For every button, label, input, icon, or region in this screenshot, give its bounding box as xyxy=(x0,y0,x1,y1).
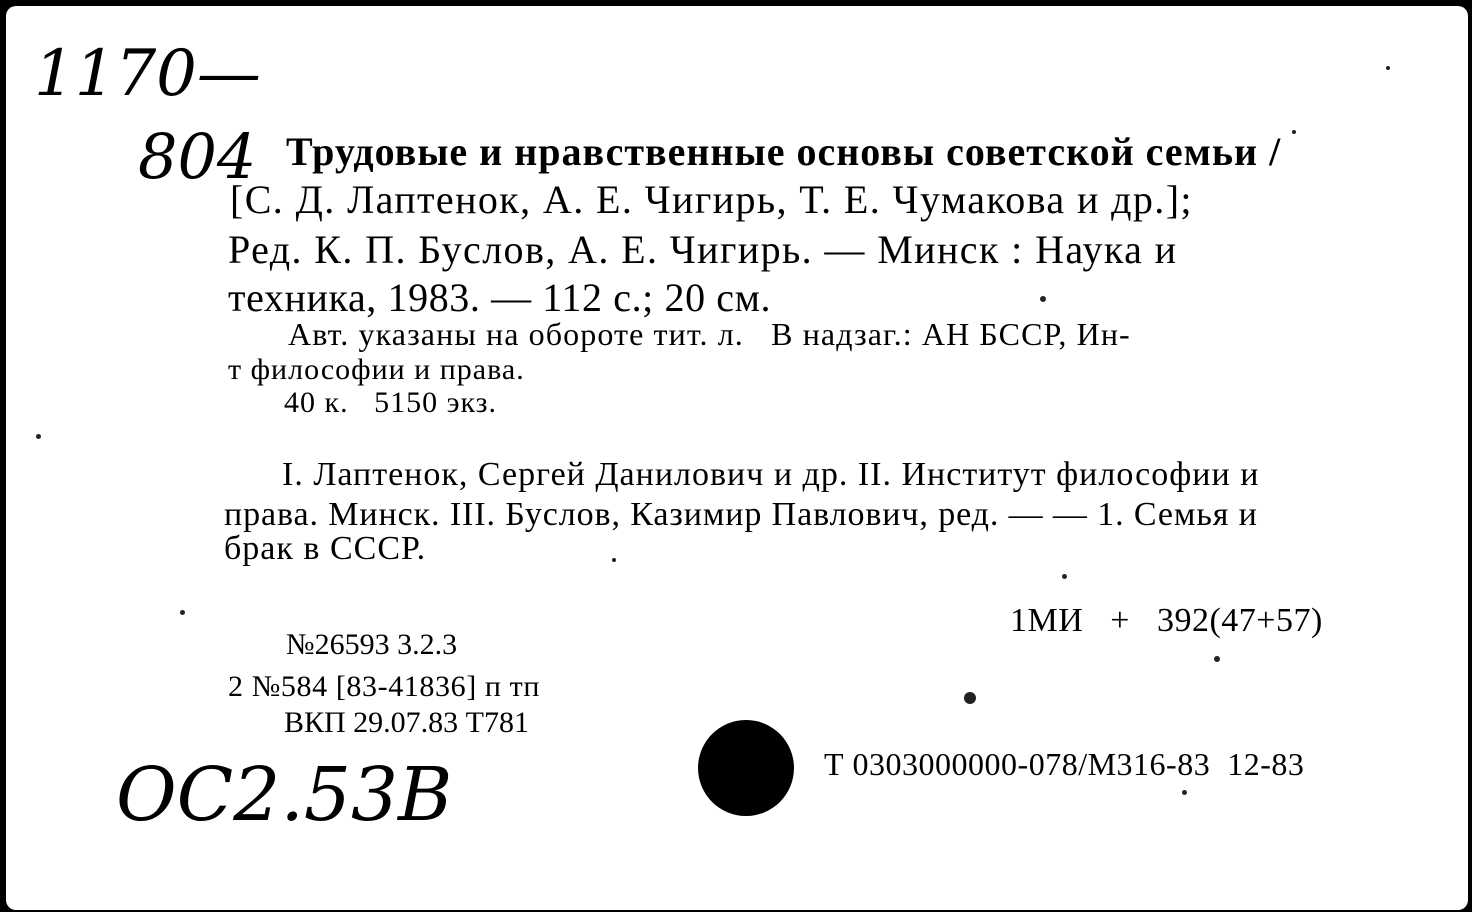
scan-speck xyxy=(1292,130,1296,134)
code-line: Т 0303000000-078/М316-83 12-83 xyxy=(824,746,1305,782)
stock-line1: №26593 3.2.3 xyxy=(286,628,458,661)
scan-speck xyxy=(1040,296,1046,302)
handwritten-top-number: 1170— xyxy=(34,37,261,111)
catalog-card xyxy=(6,6,1468,910)
entry-note-line2: т философии и права. xyxy=(228,353,525,386)
scan-speck xyxy=(1182,790,1187,795)
entry-title: Трудовые и нравственные основы советской семьи / xyxy=(286,129,1282,174)
scan-speck xyxy=(180,610,185,615)
entry-authors: [С. Д. Лаптенок, А. Е. Чигирь, Т. Е. Чумакова и др.]; xyxy=(230,177,1193,222)
stock-line3: ВКП 29.07.83 Т781 xyxy=(284,706,530,739)
tracing-line3: брак в СССР. xyxy=(224,530,427,567)
tracing-line1: I. Лаптенок, Сергей Данилович и др. II. Институт философии и xyxy=(282,456,1260,493)
handwritten-side-number: 804 xyxy=(138,120,257,193)
scan-speck xyxy=(1062,574,1067,579)
entry-editors: Ред. К. П. Буслов, А. Е. Чигирь. — Минск : Наука и xyxy=(228,227,1178,272)
punch-hole xyxy=(698,720,794,816)
tracing-line2: права. Минск. III. Буслов, Казимир Павлович, ред. — — 1. Семья и xyxy=(224,496,1258,533)
handwritten-shelf-code: ОС2.53В xyxy=(116,752,453,838)
scan-speck xyxy=(1214,656,1220,662)
classification-index: 1МИ + 392(47+57) xyxy=(1010,602,1323,639)
entry-price: 40 к. 5150 экз. xyxy=(284,386,497,419)
stock-line2: 2 №584 [83-41836] п тп xyxy=(228,670,541,703)
scan-speck xyxy=(612,558,616,562)
entry-note-line1: Авт. указаны на обороте тит. л. В надзаг.: АН БССР, Ин- xyxy=(288,316,1131,352)
scan-speck xyxy=(1386,66,1390,70)
scan-speck xyxy=(964,692,976,704)
entry-publisher: техника, 1983. — 112 с.; 20 см. xyxy=(228,275,772,320)
scan-speck xyxy=(36,434,41,439)
